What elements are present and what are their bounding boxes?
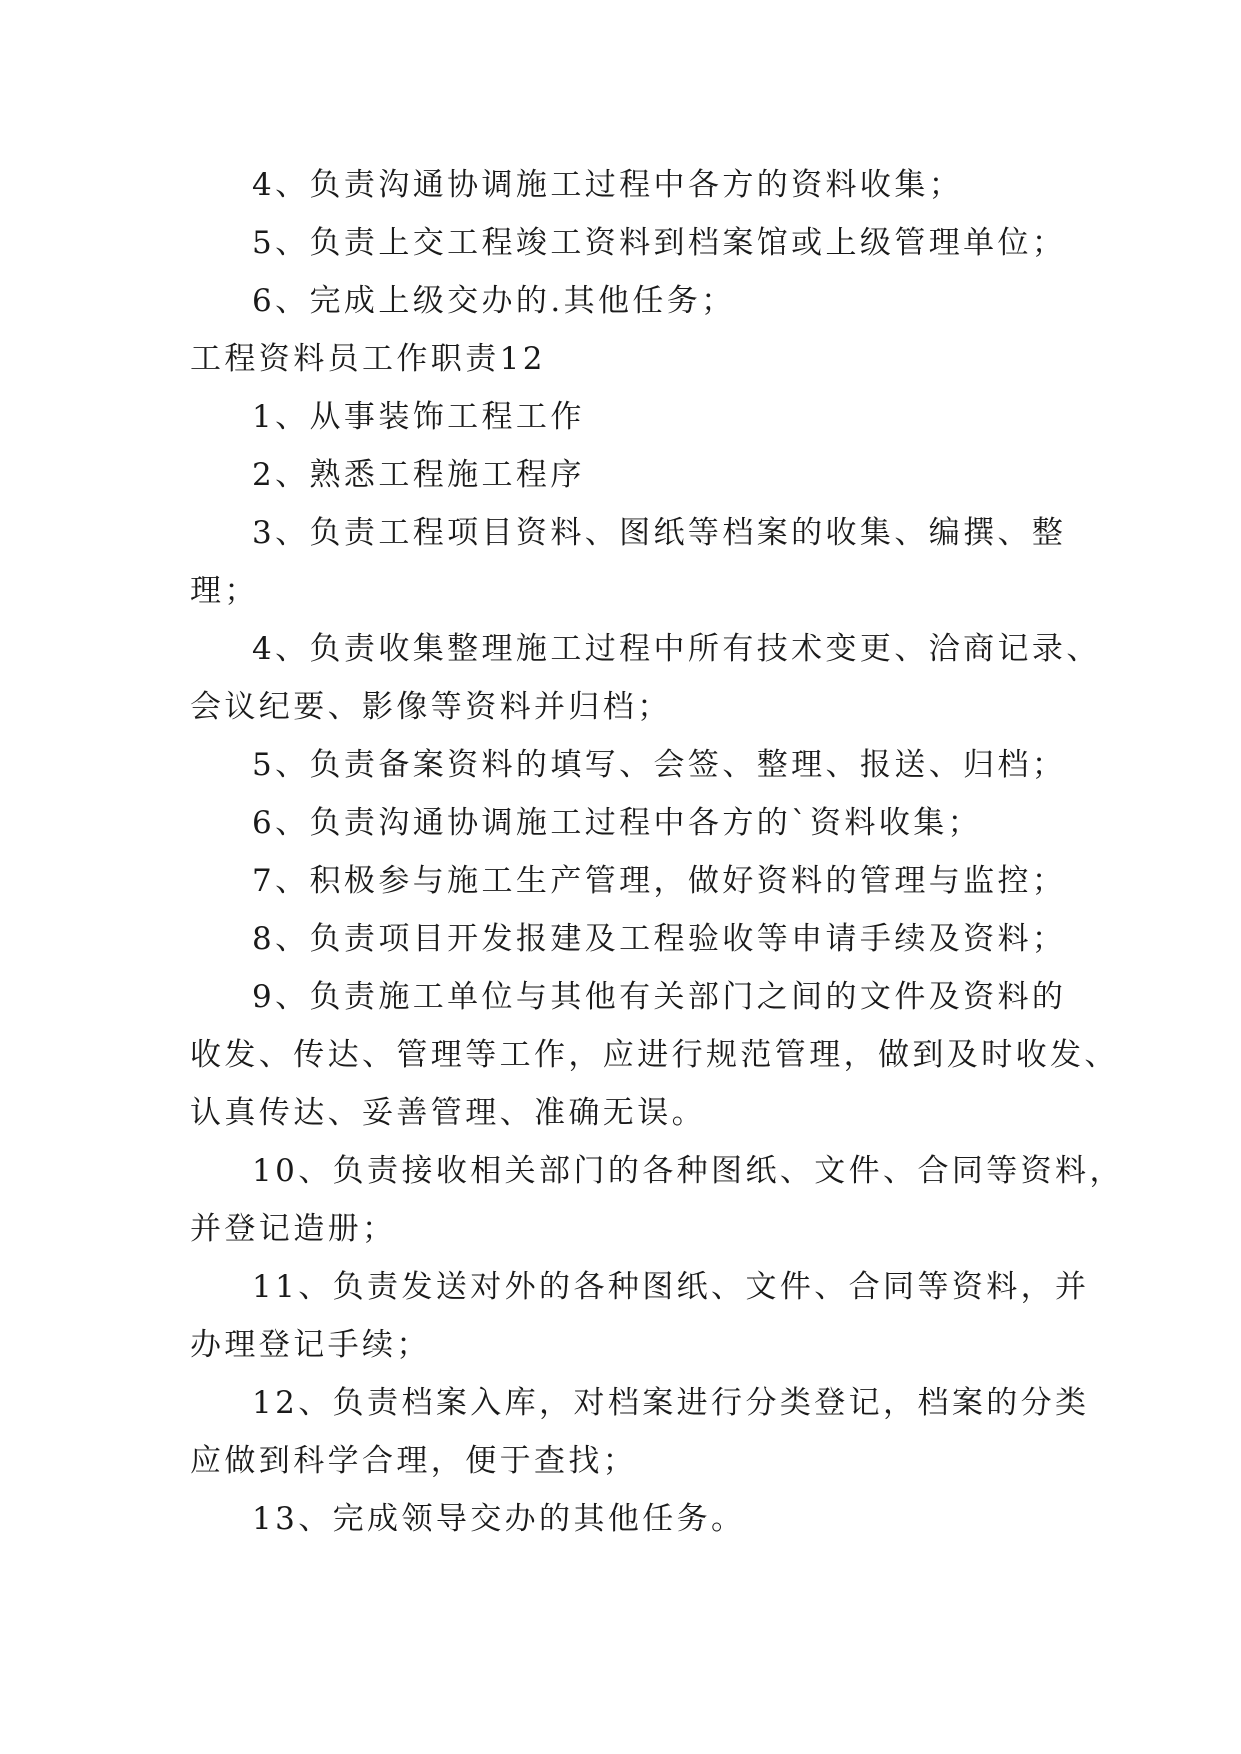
paragraph-line: 5、负责上交工程竣工资料到档案馆或上级管理单位； (252, 225, 1067, 261)
paragraph-line: 4、负责沟通协调施工过程中各方的资料收集； (252, 167, 964, 203)
paragraph-line: 11、负责发送对外的各种图纸、文件、合同等资料，并 (252, 1269, 1090, 1305)
paragraph-line: 3、负责工程项目资料、图纸等档案的收集、编撰、整 (252, 515, 1067, 551)
paragraph-line: 认真传达、妥善管理、准确无误。 (190, 1095, 706, 1131)
paragraph-line: 6、完成上级交办的.其他任务； (252, 283, 736, 319)
paragraph-line: 收发、传达、管理等工作，应进行规范管理，做到及时收发、 (190, 1037, 1119, 1073)
paragraph-line: 1、从事装饰工程工作 (252, 399, 585, 435)
paragraph-line: 会议纪要、影像等资料并归档； (190, 689, 672, 725)
paragraph-line: 4、负责收集整理施工过程中所有技术变更、洽商记录、 (252, 631, 1101, 667)
paragraph-line: 7、积极参与施工生产管理，做好资料的管理与监控； (252, 863, 1067, 899)
paragraph-line: 应做到科学合理，便于查找； (190, 1443, 638, 1479)
paragraph-line: 6、负责沟通协调施工过程中各方的`资料收集； (252, 805, 983, 841)
paragraph-line: 理； (190, 573, 259, 609)
paragraph-line: 13、完成领导交办的其他任务。 (252, 1501, 746, 1537)
paragraph-line: 5、负责备案资料的填写、会签、整理、报送、归档； (252, 747, 1067, 783)
paragraph-line: 8、负责项目开发报建及工程验收等申请手续及资料； (252, 921, 1067, 957)
paragraph-line: 10、负责接收相关部门的各种图纸、文件、合同等资料， (252, 1153, 1124, 1189)
paragraph-line: 并登记造册； (190, 1211, 397, 1247)
paragraph-line: 12、负责档案入库，对档案进行分类登记，档案的分类 (252, 1385, 1090, 1421)
paragraph-line: 2、熟悉工程施工程序 (252, 457, 585, 493)
paragraph-line: 办理登记手续； (190, 1327, 431, 1363)
section-heading: 工程资料员工作职责12 (190, 341, 546, 377)
paragraph-line: 9、负责施工单位与其他有关部门之间的文件及资料的 (252, 979, 1067, 1015)
